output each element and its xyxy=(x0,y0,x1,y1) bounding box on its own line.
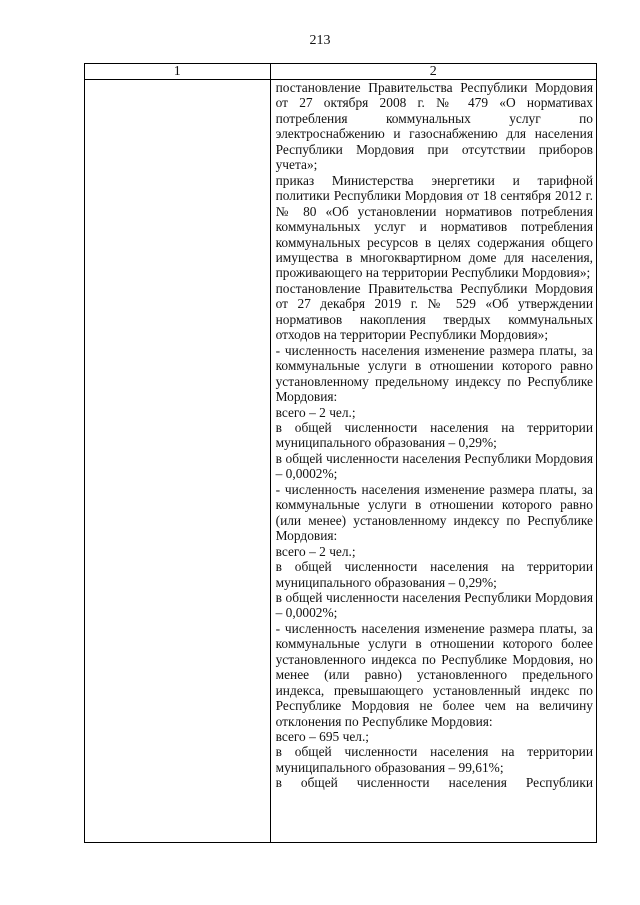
paragraph: в общей численности населения Республики xyxy=(275,775,593,791)
paragraph: в общей численности населения на территории муниципального образования – 99,61%; xyxy=(275,744,593,775)
paragraph: в общей численности населения на территории муниципального образования – 0,29%; xyxy=(275,559,593,590)
paragraph: всего – 695 чел.; xyxy=(275,729,370,745)
paragraph: всего – 2 чел.; xyxy=(275,404,356,420)
paragraph: - численность населения изменение размера платы, за коммунальные услуги в отношении которого равно установленному предельному индексу по Республике Мордовия: xyxy=(275,342,593,405)
paragraph: постановление Правительства Республики Мордовия от 27 октября 2008 г. № 479 «О нормативах потребления коммунальных услуг по электроснабжению и газоснабжению для населения Республики Мордовия при отсутствии приборов учета»; xyxy=(275,80,593,173)
paragraph: в общей численности населения Республики Мордовия – 0,0002%; xyxy=(275,589,593,621)
document-table xyxy=(84,63,597,843)
paragraph: всего – 2 чел.; xyxy=(275,543,356,559)
paragraph: - численность населения изменение размера платы, за коммунальные услуги в отношении которого более установленного индекса по Республике Мордовия, но менее (или равно) установленного предельного индекса, превышающего установленный индекс по Республике Мордовия не более чем на величину отклонения по Республике Мордовия: xyxy=(275,620,593,729)
table-body-row xyxy=(85,80,597,843)
paragraph: приказ Министерства энергетики и тарифной политики Республики Мордовия от 18 сентября 2012 г. № 80 «Об установлении нормативов потребления коммунальных услуг и нормативов потребления коммунальных ресурсов в целях содержания общего имущества в многоквартирном доме для населения, проживающего на территории Республики Мордовия»; xyxy=(275,172,593,281)
page-number: 213 xyxy=(309,33,331,48)
paragraph: в общей численности населения на территории муниципального образования – 0,29%; xyxy=(275,419,593,451)
table-header-row xyxy=(85,64,597,80)
cell-content xyxy=(271,80,596,791)
paragraph: - численность населения изменение размера платы, за коммунальные услуги в отношении которого равно (или менее) установленному индексу по Республике Мордовия: xyxy=(275,481,593,544)
column-1-header: 1 xyxy=(85,64,271,80)
column-2-cell xyxy=(270,80,596,843)
paragraph: в общей численности населения Республики Мордовия – 0,0002%; xyxy=(275,450,593,482)
paragraph: постановление Правительства Республики Мордовия от 27 декабря 2019 г. № 529 «Об утверждении нормативов накопления твердых коммунальных отходов на территории Республики Мордовия»; xyxy=(275,280,593,343)
column-1-cell xyxy=(85,80,271,843)
column-2-header: 2 xyxy=(270,64,596,80)
